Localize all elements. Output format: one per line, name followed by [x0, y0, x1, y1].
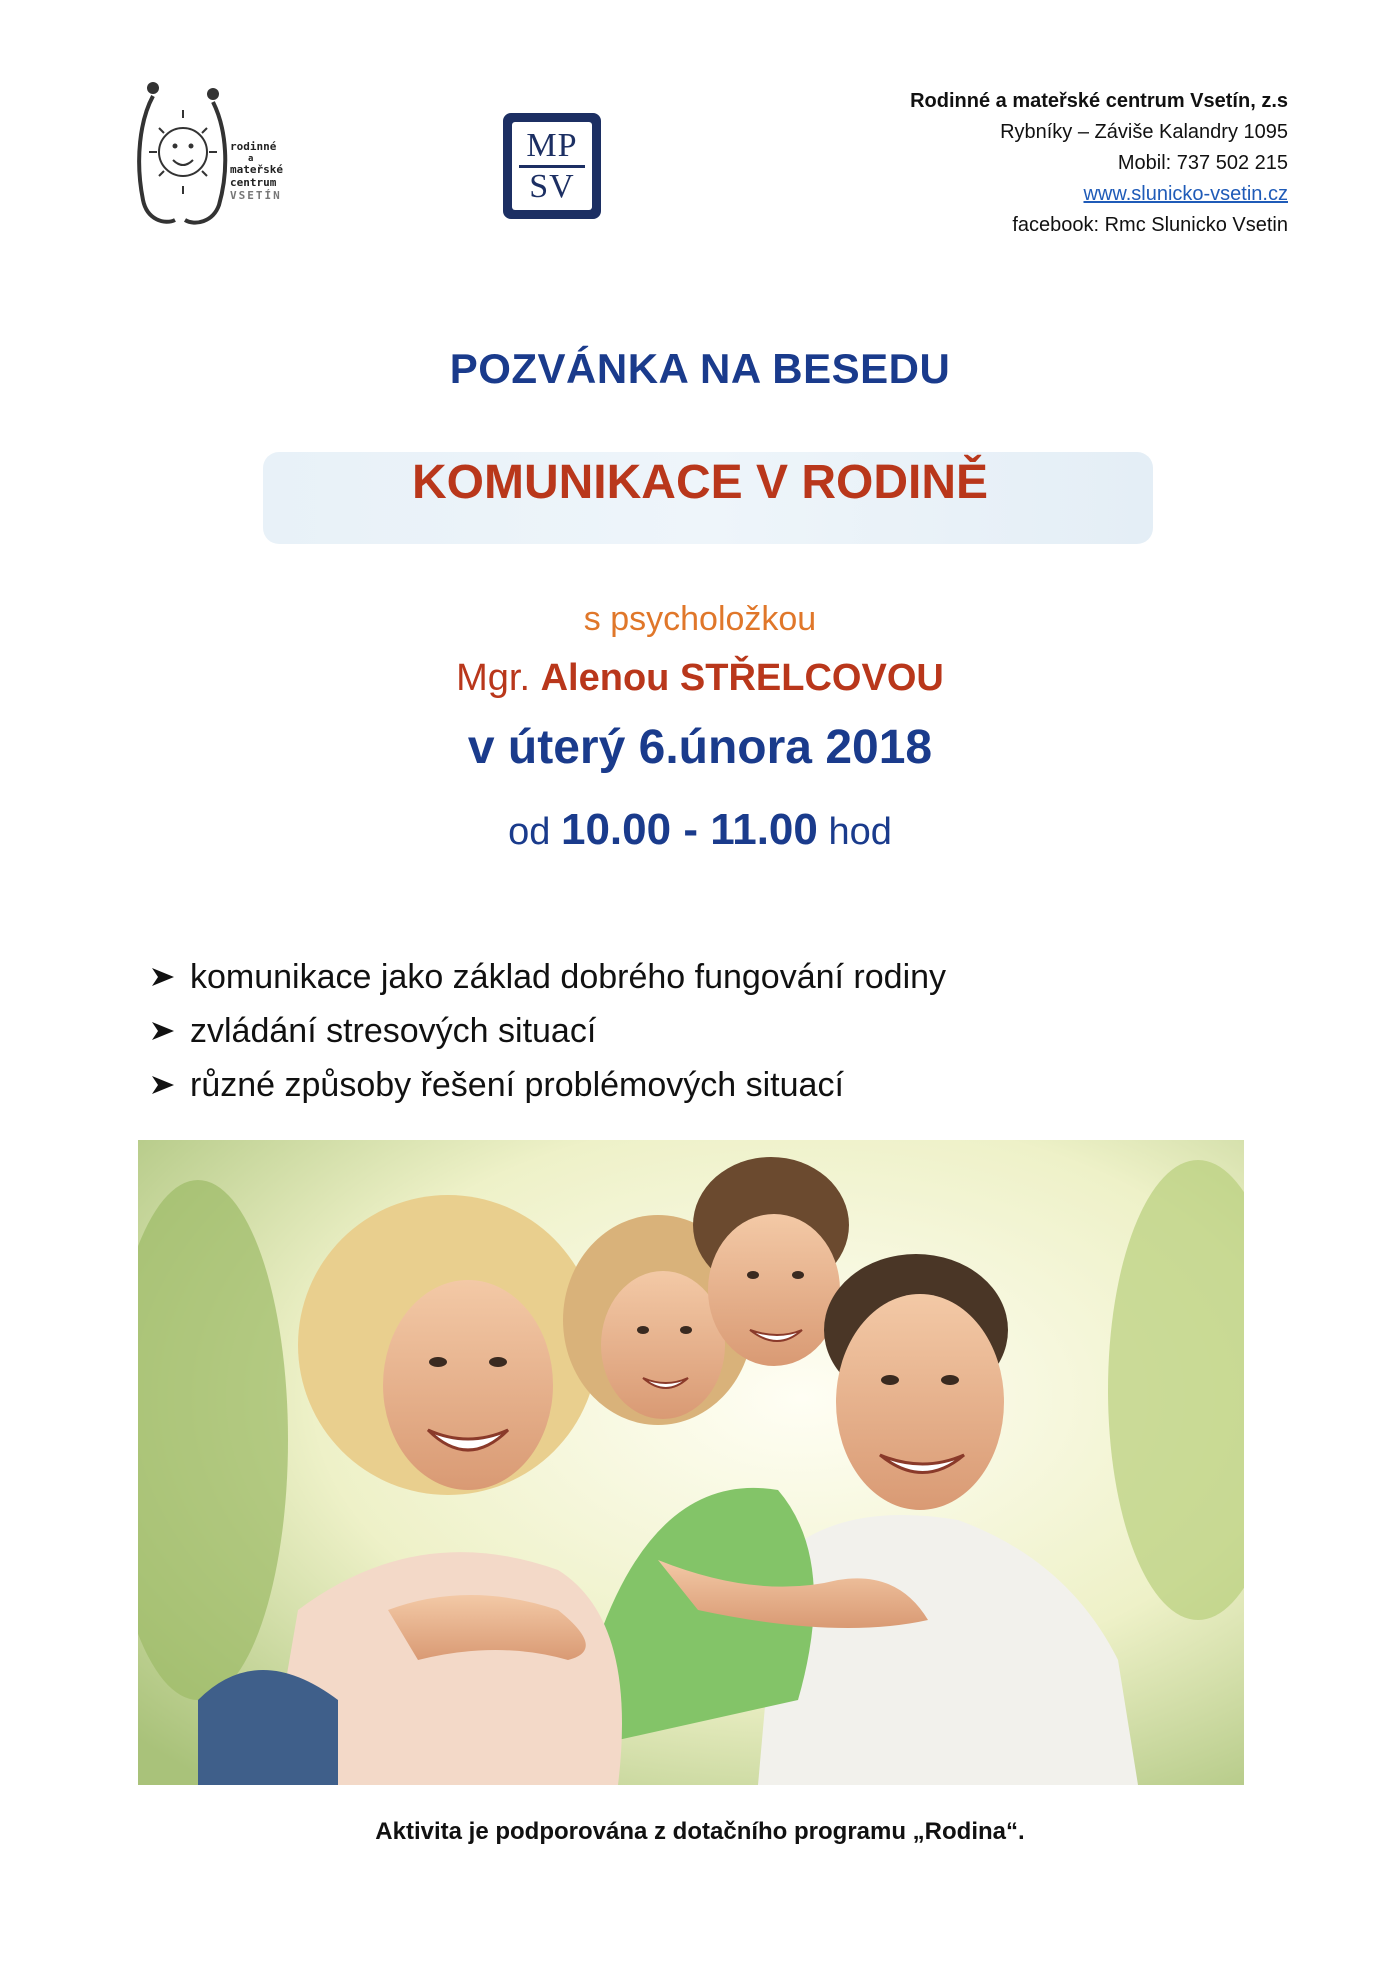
arrow-bullet-icon: [150, 964, 176, 990]
rmc-logo-text-1: rodinné: [230, 140, 277, 153]
invite-heading: POZVÁNKA NA BESEDU: [449, 345, 951, 392]
arrow-bullet-icon: [150, 1072, 176, 1098]
time-prefix: od: [508, 811, 551, 853]
mpsv-logo-bottom: SV: [529, 167, 575, 205]
rmc-logo-text-4: centrum: [230, 176, 277, 189]
topic-text: komunikace jako základ dobrého fungování rodiny: [190, 958, 947, 996]
funding-note: Aktivita je podporována z dotačního programu „Rodina“.: [375, 1818, 1025, 1845]
presenter-name: Alenou STŘELCOVOU: [540, 657, 944, 699]
org-address: Rybníky – Záviše Kalandry 1095: [1000, 121, 1288, 143]
family-photo-illustration: [138, 1140, 1244, 1785]
presenter-line: [0, 657, 1400, 700]
org-phone: Mobil: 737 502 215: [1117, 152, 1288, 174]
topic-text: zvládání stresových situací: [190, 1012, 597, 1050]
family-photo: [138, 1140, 1244, 1785]
list-item: [150, 1004, 946, 1058]
rmc-logo: [135, 80, 335, 230]
mpsv-logo-top: MP: [526, 126, 578, 164]
presenter-intro: s psycholožkou: [583, 600, 817, 638]
rmc-logo-text-2: a: [248, 154, 254, 164]
event-time: [0, 805, 1400, 855]
mpsv-logo: [503, 113, 599, 217]
time-suffix: hod: [828, 811, 892, 853]
list-item: [150, 950, 946, 1004]
org-contact-block: [910, 86, 1288, 241]
rmc-logo-text-3: mateřské: [230, 163, 283, 176]
org-facebook: facebook: Rmc Slunicko Vsetin: [1012, 214, 1288, 236]
org-website-link[interactable]: www.slunicko-vsetin.cz: [1083, 183, 1288, 205]
sun-family-icon: [135, 80, 230, 230]
topics-list: [150, 950, 946, 1112]
org-name: Rodinné a mateřské centrum Vsetín, z.s: [910, 90, 1288, 112]
list-item: [150, 1058, 946, 1112]
topic-text: různé způsoby řešení problémových situací: [190, 1066, 844, 1104]
topic-title: KOMUNIKACE V RODINĚ: [411, 456, 989, 509]
rmc-logo-text-5: VSETÍN: [230, 189, 282, 202]
arrow-bullet-icon: [150, 1018, 176, 1044]
presenter-prefix: Mgr.: [456, 657, 531, 699]
time-range: 10.00 - 11.00: [560, 805, 818, 854]
event-date: v úterý 6.února 2018: [467, 721, 933, 774]
